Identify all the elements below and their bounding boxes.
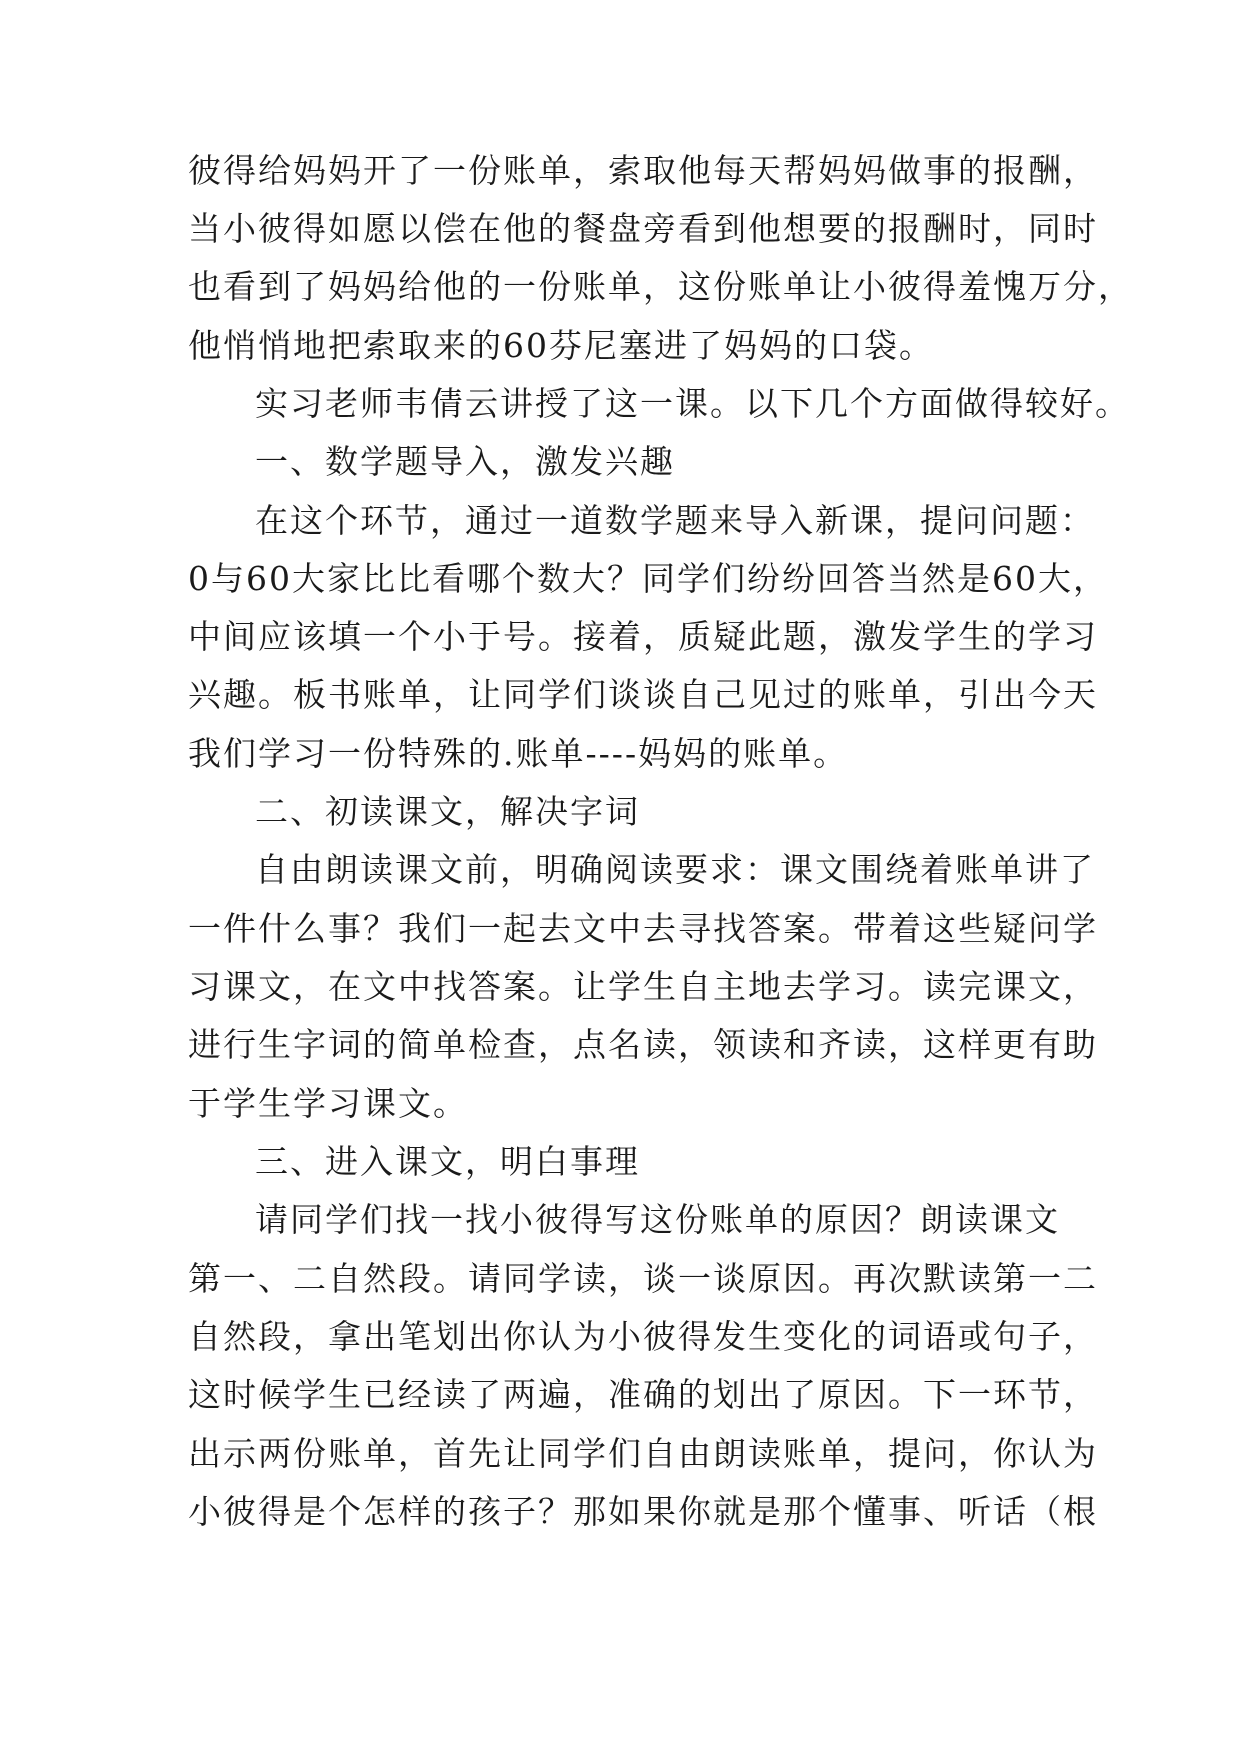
paragraph-line: 第一、二自然段。请同学读，谈一谈原因。再次默读第一二 [188, 1259, 1098, 1298]
paragraph-line: 出示两份账单，首先让同学们自由朗读账单，提问，你认为 [188, 1434, 1098, 1473]
paragraph-line: 彼得给妈妈开了一份账单，索取他每天帮妈妈做事的报酬， [188, 151, 1098, 190]
paragraph-line: 当小彼得如愿以偿在他的餐盘旁看到他想要的报酬时，同时 [188, 209, 1098, 248]
paragraph-line: 0与60大家比比看哪个数大？同学们纷纷回答当然是60大， [188, 559, 1108, 598]
section-heading: 三、进入课文，明白事理 [255, 1142, 640, 1181]
paragraph-line: 也看到了妈妈给他的一份账单，这份账单让小彼得羞愧万分， [188, 267, 1133, 306]
paragraph-line: 于学生学习课文。 [188, 1084, 468, 1123]
paragraph-line: 自由朗读课文前，明确阅读要求：课文围绕着账单讲了 [255, 850, 1095, 889]
paragraph-line: 自然段，拿出笔划出你认为小彼得发生变化的词语或句子， [188, 1317, 1098, 1356]
paragraph-line: 习课文，在文中找答案。让学生自主地去学习。读完课文， [188, 967, 1098, 1006]
paragraph-line: 我们学习一份特殊的.账单----妈妈的账单。 [188, 734, 849, 773]
section-heading: 二、初读课文，解决字词 [255, 792, 640, 831]
paragraph-line: 进行生字词的简单检查，点名读，领读和齐读，这样更有助 [188, 1025, 1098, 1064]
paragraph-line: 在这个环节，通过一道数学题来导入新课，提问问题： [255, 501, 1095, 540]
paragraph-line: 兴趣。板书账单，让同学们谈谈自己见过的账单，引出今天 [188, 675, 1098, 714]
section-heading: 一、数学题导入，激发兴趣 [255, 442, 675, 481]
paragraph-line: 小彼得是个怎样的孩子？那如果你就是那个懂事、听话（根 [188, 1492, 1098, 1531]
paragraph-line: 中间应该填一个小于号。接着，质疑此题，激发学生的学习 [188, 617, 1098, 656]
paragraph-line: 他悄悄地把索取来的60芬尼塞进了妈妈的口袋。 [188, 326, 934, 365]
paragraph-line: 这时候学生已经读了两遍，准确的划出了原因。下一环节， [188, 1375, 1098, 1414]
paragraph-line: 一件什么事？我们一起去文中去寻找答案。带着这些疑问学 [188, 909, 1098, 948]
paragraph-line: 请同学们找一找小彼得写这份账单的原因？朗读课文 [255, 1200, 1060, 1239]
paragraph-line: 实习老师韦倩云讲授了这一课。以下几个方面做得较好。 [255, 384, 1130, 423]
